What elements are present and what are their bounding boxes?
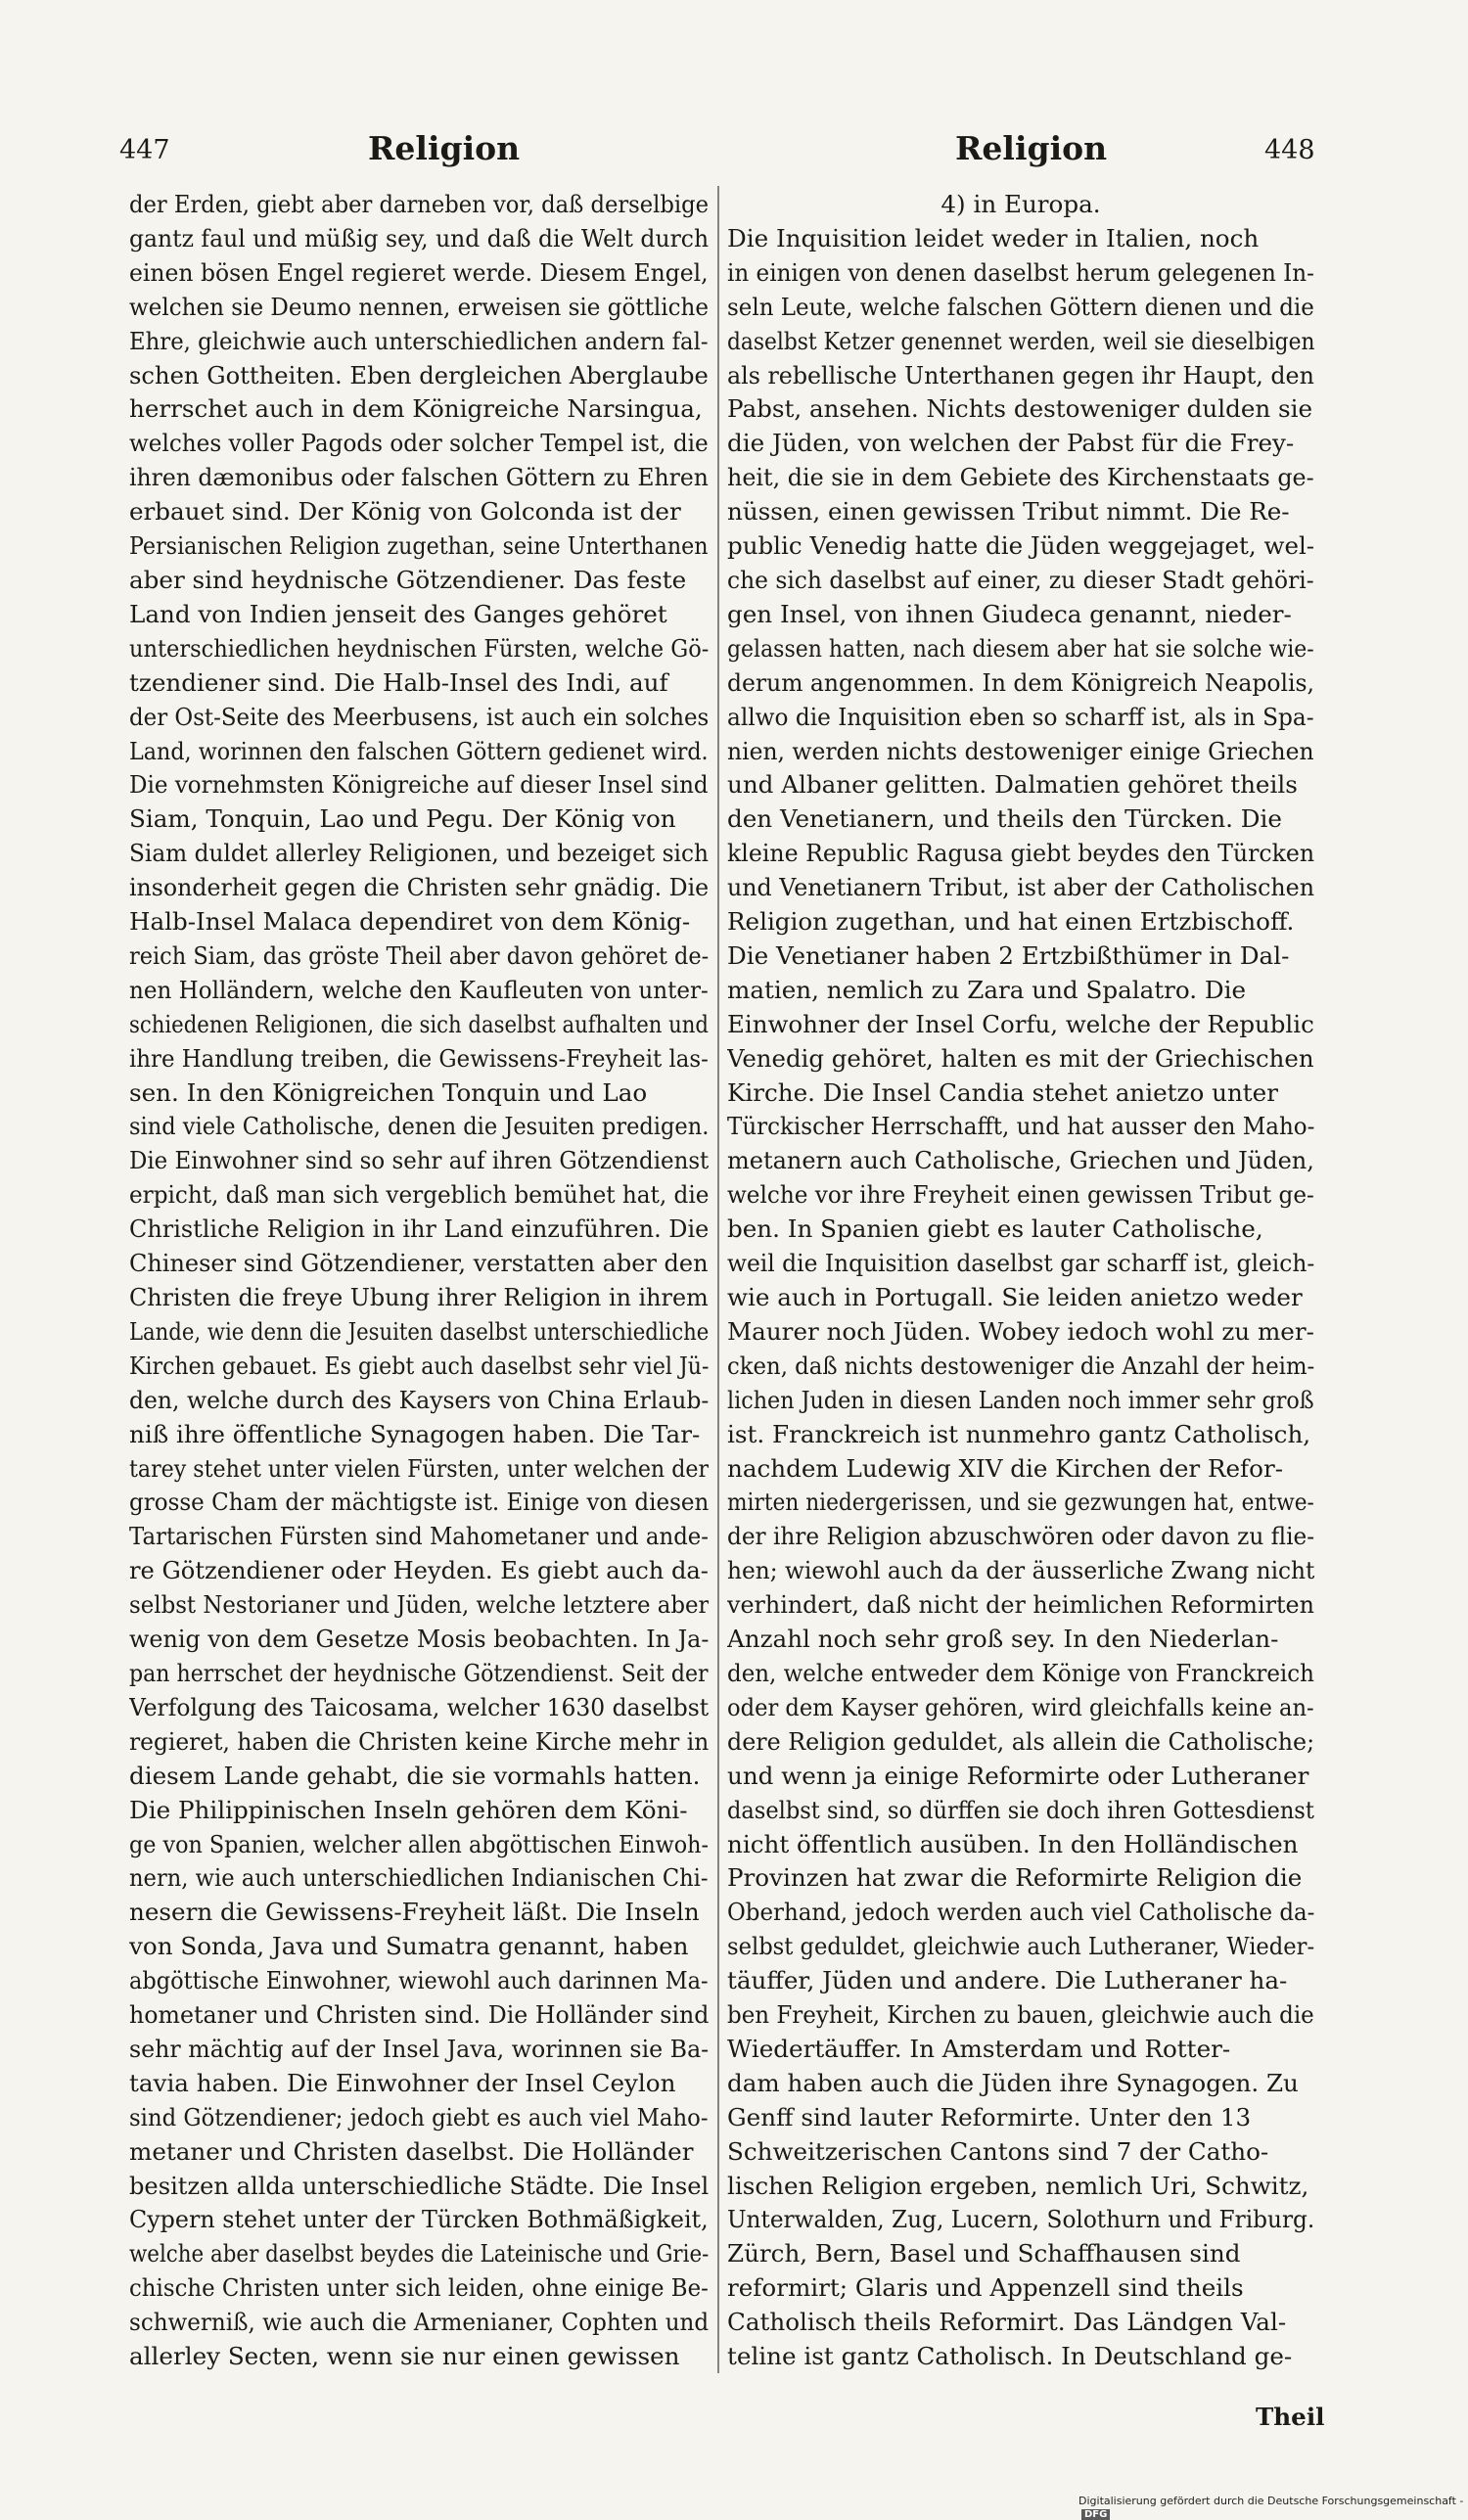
text-line: den Venetianern, und theils den Türcken. Die (727, 804, 1282, 834)
text-line: schiedenen Religionen, die sich daselbst aufhalten und (129, 1009, 709, 1038)
text-line: heit, die sie in dem Gebiete des Kirchenstaats ge- (727, 463, 1314, 492)
text-line: lichen Juden in diesen Landen noch immer sehr groß (727, 1385, 1314, 1414)
text-line: ihre Handlung treiben, die Gewissens-Freyheit las- (129, 1043, 709, 1073)
text-line: Tartarischen Fürsten sind Mahometaner und ande- (129, 1522, 709, 1551)
text-line: ihren dæmonibus oder falschen Göttern zu Ehren (129, 463, 709, 492)
text-line: schwerniß, wie auch die Armenianer, Cophten und (129, 2308, 709, 2337)
text-line: tzendiener sind. Die Halb-Insel des Indi, auf (129, 667, 668, 697)
text-line: Persianischen Religion zugethan, seine Unterthanen (129, 531, 709, 561)
text-line: Land von Indien jenseit des Ganges gehöret (129, 599, 667, 628)
text-line: abgöttische Einwohner, wiewohl auch darinnen Ma- (129, 1966, 709, 1995)
text-line: den, welche entweder dem Könige von Franckreich (727, 1658, 1314, 1687)
text-line: als rebellische Unterthanen gegen ihr Haupt, den (727, 360, 1314, 389)
text-line: daselbst Ketzer genennet werden, weil sie dieselbigen (727, 326, 1314, 355)
text-line: Venedig gehöret, halten es mit der Griechischen (727, 1043, 1314, 1073)
text-line: gantz faul und müßig sey, und daß die Welt durch (129, 223, 709, 252)
text-line: metaner und Christen daselbst. Die Holländer (129, 2136, 694, 2166)
text-line: Siam, Tonquin, Lao und Pegu. Der König von (129, 804, 676, 834)
text-line: täuffer, Jüden und andere. Die Lutheraner ha- (727, 1966, 1288, 1995)
text-line: Ehre, gleichwie auch unterschiedlichen andern fal- (129, 326, 709, 355)
text-line: Cypern stehet unter der Türcken Bothmäßigkeit, (129, 2205, 709, 2234)
text-line: Land, worinnen den falschen Göttern gedienet wird. (129, 736, 709, 765)
text-line: mirten niedergerissen, und sie gezwungen hat, entwe- (727, 1488, 1314, 1517)
text-line: sind Götzendiener; jedoch giebt es auch viel Maho- (129, 2102, 709, 2131)
text-line: Catholisch theils Reformirt. Das Ländgen Val- (727, 2308, 1287, 2337)
text-line: Oberhand, jedoch werden auch viel Catholische da- (727, 1898, 1314, 1927)
text-line: selbst geduldet, gleichwie auch Lutheraner, Wieder- (727, 1932, 1314, 1961)
text-line: welches voller Pagods oder solcher Tempel ist, die (129, 429, 709, 458)
text-line: herrschet auch in dem Königreiche Narsingua, (129, 394, 703, 424)
dfg-logo: DFG (1081, 2509, 1110, 2520)
text-line: aber sind heydnische Götzendiener. Das feste (129, 565, 687, 594)
text-line: reich Siam, das gröste Theil aber davon gehöret de- (129, 940, 709, 970)
text-line: dam haben auch die Jüden ihre Synagogen. Zu (727, 2068, 1299, 2097)
text-line: metanern auch Catholische, Griechen und Jüden, (727, 1146, 1314, 1175)
text-line: Wiedertäuffer. In Amsterdam und Rotter- (727, 2034, 1231, 2063)
text-line: nien, werden nichts destoweniger einige Griechen (727, 736, 1314, 765)
text-line: Türckischer Herrschafft, und hat ausser den Maho- (727, 1112, 1314, 1141)
text-line: tarey stehet unter vielen Fürsten, unter welchen der (129, 1453, 709, 1483)
text-line: teline ist gantz Catholisch. In Deutschland ge- (727, 2342, 1293, 2371)
text-line: regieret, haben die Christen keine Kirche mehr in (129, 1726, 709, 1756)
text-line: oder dem Kayser gehören, wird gleichfalls keine an- (727, 1692, 1314, 1721)
text-line: Anzahl noch sehr groß sey. In den Niederlan- (727, 1625, 1279, 1654)
text-line: ben Freyheit, Kirchen zu bauen, gleichwie auch die (727, 2000, 1314, 2030)
text-line: wenig von dem Gesetze Mosis beobachten. In Ja- (129, 1625, 709, 1654)
text-line: Provinzen hat zwar die Reformirte Religion die (727, 1863, 1303, 1893)
text-line: gelassen hatten, nach diesem aber hat sie solche wie- (727, 633, 1314, 663)
text-line: in einigen von denen daselbst herum gelegenen In- (727, 257, 1314, 287)
right-running-title: Religion (955, 129, 1108, 167)
text-line: schen Gottheiten. Eben dergleichen Aberglaube (129, 360, 709, 389)
text-line: Die Einwohner sind so sehr auf ihren Götzendienst (129, 1146, 709, 1175)
text-line: unterschiedlichen heydnischen Fürsten, welche Gö- (129, 633, 709, 663)
text-line: Die vornehmsten Königreiche auf dieser Insel sind (129, 770, 709, 800)
left-running-title: Religion (368, 129, 521, 167)
text-line: matien, nemlich zu Zara und Spalatro. Die (727, 975, 1247, 1004)
right-text-column (727, 188, 1314, 2375)
left-text-column (129, 188, 709, 2375)
text-line: Lande, wie denn die Jesuiten daselbst unterschiedliche (129, 1316, 709, 1346)
text-line: che sich daselbst auf einer, zu dieser Stadt gehöri- (727, 565, 1314, 594)
text-line: wie auch in Portugall. Sie leiden anietzo weder (727, 1283, 1303, 1311)
text-line: niß ihre öffentliche Synagogen haben. Die Tar- (129, 1419, 701, 1448)
text-line: Unterwalden, Zug, Lucern, Solothurn und Friburg. (727, 2205, 1314, 2234)
text-line: public Venedig hatte die Jüden weggejaget, wel- (727, 531, 1314, 561)
text-line: diesem Lande gehabt, die sie vormahls hatten. (129, 1761, 701, 1790)
column-divider (717, 186, 719, 2373)
text-line: pan herrschet der heydnische Götzendienst. Seit der (129, 1658, 709, 1687)
text-line: seln Leute, welche falschen Göttern dienen und die (727, 292, 1314, 321)
text-line: tavia haben. Die Einwohner der Insel Ceylon (129, 2068, 676, 2097)
text-line: re Götzendiener oder Heyden. Es giebt auch da- (129, 1556, 709, 1585)
text-line: und Venetianern Tribut, ist aber der Catholischen (727, 873, 1314, 902)
text-line: welchen sie Deumo nennen, erweisen sie göttliche (129, 292, 709, 321)
text-line: nern, wie auch unterschiedlichen Indianischen Chi- (129, 1863, 709, 1893)
text-line: welche vor ihre Freyheit einen gewissen Tribut ge- (727, 1180, 1314, 1210)
text-line: daselbst sind, so dürffen sie doch ihren Gottesdienst (727, 1795, 1314, 1824)
text-line: Siam duldet allerley Religionen, und bezeiget sich (129, 839, 709, 868)
text-line: Christliche Religion in ihr Land einzuführen. Die (129, 1214, 709, 1244)
text-line (727, 2374, 1266, 2375)
text-line: sind viele Catholische, denen die Jesuiten predigen. (129, 1112, 709, 1141)
text-line: cken, daß nichts destoweniger die Anzahl der heim- (727, 1351, 1314, 1380)
footer-text: Digitalisierung gefördert durch die Deutsche Forschungsgemeinschaft - (1078, 2495, 1464, 2507)
text-line: die Jüden, von welchen der Pabst für die Frey- (727, 429, 1295, 458)
right-page-number: 448 (1264, 135, 1315, 165)
text-line: allerley Secten, wenn sie nur einen gewissen (129, 2342, 680, 2371)
text-line: Genff sind lauter Reformirte. Unter den 13 (727, 2102, 1252, 2131)
digitization-footer (1078, 2495, 1468, 2520)
text-line: kleine Republic Ragusa giebt beydes den Türcken (727, 839, 1314, 868)
text-line: weil die Inquisition daselbst gar scharff ist, gleich- (727, 1249, 1314, 1278)
text-line: ben. In Spanien giebt es lauter Catholische, (727, 1214, 1263, 1244)
text-line: gen Insel, von ihnen Giudeca genannt, nieder- (727, 599, 1292, 628)
text-line (129, 2374, 709, 2375)
text-line: grosse Cham der mächtigste ist. Einige von diesen (129, 1488, 709, 1517)
text-line: derum angenommen. In dem Königreich Neapolis, (727, 667, 1314, 697)
text-line: dere Religion geduldet, als allein die Catholische; (727, 1726, 1314, 1756)
text-line: Zürch, Bern, Basel und Schaffhausen sind (727, 2239, 1241, 2268)
text-line: Schweitzerischen Cantons sind 7 der Catho- (727, 2136, 1269, 2166)
text-line: hometaner und Christen sind. Die Holländer sind (129, 2000, 709, 2030)
text-line: Die Philippinischen Inseln gehören dem Köni- (129, 1795, 688, 1824)
text-line: Kirche. Die Insel Candia stehet anietzo unter (727, 1077, 1278, 1107)
text-line: Christen die freye Ubung ihrer Religion in ihrem (129, 1283, 709, 1311)
text-line: von Sonda, Java und Sumatra genannt, haben (129, 1932, 689, 1961)
text-line: einen bösen Engel regieret werde. Diesem Engel, (129, 257, 709, 287)
text-line: den, welche durch des Kaysers von China Erlaub- (129, 1385, 709, 1414)
text-line: lischen Religion ergeben, nemlich Uri, Schwitz, (727, 2171, 1309, 2200)
text-line: ge von Spanien, welcher allen abgöttischen Einwoh- (129, 1829, 709, 1858)
text-line: ist. Franckreich ist nunmehro gantz Catholisch, (727, 1419, 1311, 1448)
text-line: erpicht, daß man sich vergeblich bemühet hat, die (129, 1180, 709, 1210)
text-line: und Albaner gelitten. Dalmatien gehöret theils (727, 770, 1298, 800)
catchword: Theil (1256, 2403, 1325, 2431)
left-page-number: 447 (119, 135, 170, 165)
text-line: nüssen, einen gewissen Tribut nimmt. Die Re- (727, 497, 1290, 527)
text-line: Die Venetianer haben 2 Ertzbißthümer in Dal- (727, 940, 1290, 970)
text-line: Halb-Insel Malaca dependiret von dem König- (129, 907, 691, 937)
text-line: welche aber daselbst beydes die Lateinische und Grie- (129, 2239, 709, 2268)
text-line: nen Holländern, welche den Kaufleuten von unter- (129, 975, 709, 1004)
text-line: 4) in Europa. (940, 190, 1101, 218)
text-line: Chineser sind Götzendiener, verstatten aber den (129, 1249, 709, 1278)
text-line: sen. In den Königreichen Tonquin und Lao (129, 1077, 648, 1107)
text-line: verhindert, daß nicht der heimlichen Reformirten (727, 1590, 1314, 1620)
text-line: der Ost-Seite des Meerbusens, ist auch ein solches (129, 702, 709, 731)
text-line: Einwohner der Insel Corfu, welche der Republic (727, 1009, 1314, 1038)
text-line: besitzen allda unterschiedliche Städte. Die Insel (129, 2171, 709, 2200)
text-line: und wenn ja einige Reformirte oder Lutheraner (727, 1761, 1309, 1790)
text-line: Verfolgung des Taicosama, welcher 1630 daselbst (129, 1692, 709, 1721)
text-line: nicht öffentlich ausüben. In den Holländischen (727, 1829, 1299, 1858)
text-line: Pabst, ansehen. Nichts destoweniger dulden sie (727, 394, 1313, 424)
text-line: nachdem Ludewig XIV die Kirchen der Refor- (727, 1453, 1284, 1483)
text-line: allwo die Inquisition eben so scharff ist, als in Spa- (727, 702, 1314, 731)
text-line: erbauet sind. Der König von Golconda ist der (129, 497, 681, 527)
text-line: chische Christen unter sich leiden, ohne einige Be- (129, 2273, 709, 2303)
text-line: insonderheit gegen die Christen sehr gnädig. Die (129, 873, 709, 902)
text-line: sehr mächtig auf der Insel Java, worinnen sie Ba- (129, 2034, 709, 2063)
text-line: Die Inquisition leidet weder in Italien, noch (727, 223, 1260, 252)
text-line: selbst Nestorianer und Jüden, welche letztere aber (129, 1590, 709, 1620)
text-line: hen; wiewohl auch da der äusserliche Zwang nicht (727, 1556, 1314, 1585)
text-line: Kirchen gebauet. Es giebt auch daselbst sehr viel Jü- (129, 1351, 709, 1380)
text-line: nesern die Gewissens-Freyheit läßt. Die Inseln (129, 1898, 700, 1927)
text-line: Maurer noch Jüden. Wobey iedoch wohl zu mer- (727, 1316, 1314, 1346)
text-line: Religion zugethan, und hat einen Ertzbischoff. (727, 907, 1295, 937)
text-line: der ihre Religion abzuschwören oder davon zu flie- (727, 1522, 1314, 1551)
text-line: der Erden, giebt aber darneben vor, daß derselbige (129, 190, 709, 218)
text-line: reformirt; Glaris und Appenzell sind theils (727, 2273, 1244, 2303)
